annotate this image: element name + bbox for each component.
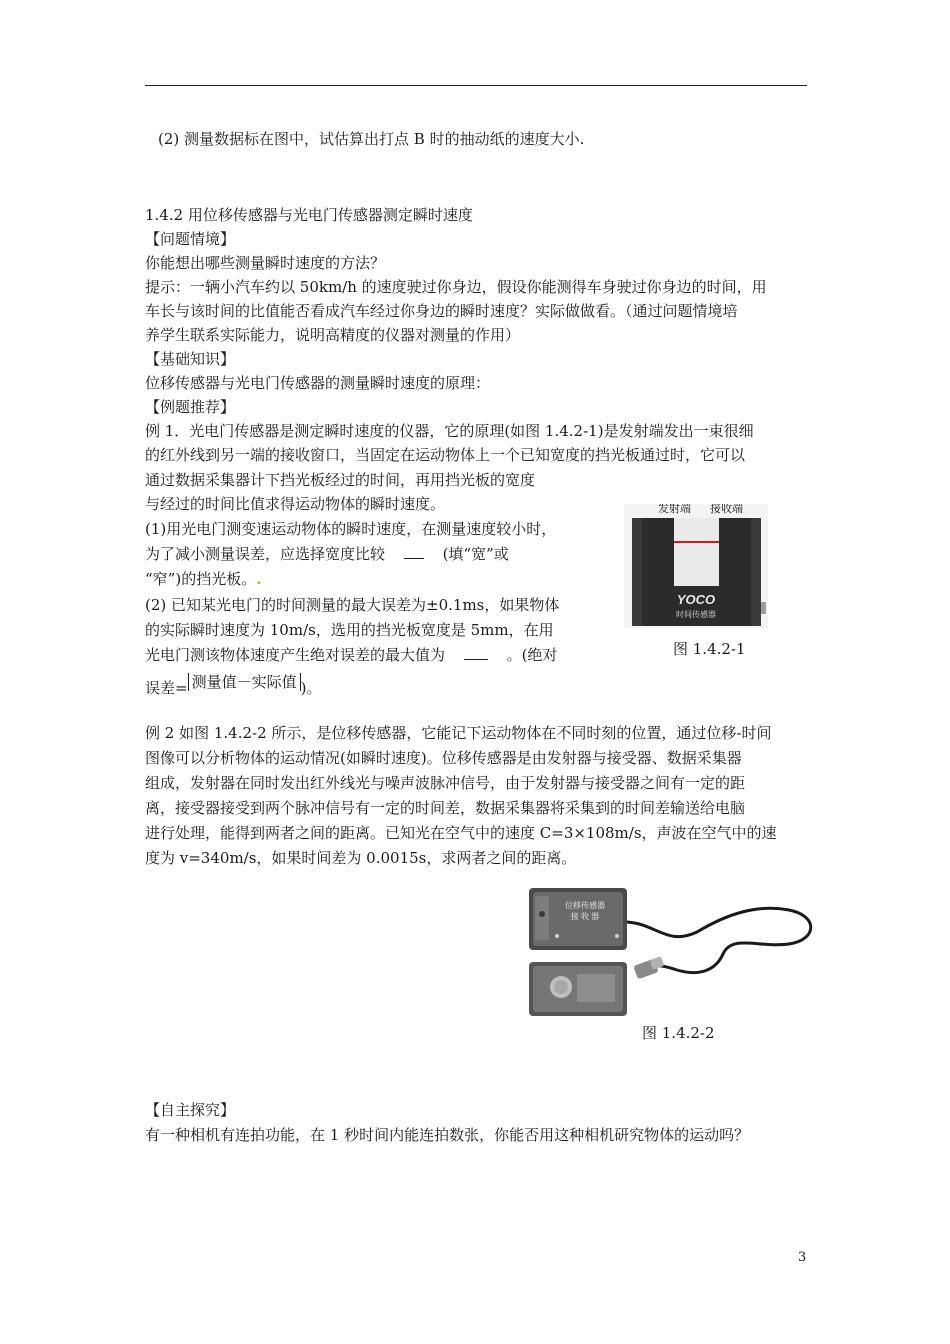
example-2-line-4: 离，接受器接受到两个脉冲信号有一定的时间差，数据采集器将采集到的时间差输送给电脑 bbox=[145, 799, 746, 817]
example-1-q2-line-4: 误差= 测量值－实际值 )。 bbox=[145, 673, 322, 697]
heading-problem-context: 【问题情境】 bbox=[145, 230, 236, 248]
example-1-line-1: 例 1．光电门传感器是测定瞬时速度的仪器，它的原理(如图 1.4.2-1)是发射端发出一束很细 bbox=[145, 422, 754, 440]
example-2-line-1: 例 2 如图 1.4.2-2 所示，是位移传感器，它能记下运动物体在不同时刻的位置，通过位移-时间 bbox=[145, 724, 772, 742]
self-explore-text: 有一种相机有连拍功能，在 1 秒时间内能连拍数张，你能否用这种相机研究物体的运动吗？ bbox=[145, 1126, 750, 1144]
page-number: 3 bbox=[798, 1250, 807, 1265]
label-receiver: 接收端 bbox=[710, 504, 743, 515]
problem-question: 你能想出哪些测量瞬时速度的方法？ bbox=[145, 254, 386, 272]
example-2-line-5: 进行处理，能得到两者之间的距离。已知光在空气中的速度 C=3×108m/s，声波在空气中的速 bbox=[145, 824, 777, 842]
section-title: 1.4.2 用位移传感器与光电门传感器测定瞬时速度 bbox=[145, 206, 473, 224]
receiver-label-1: 位移传感器 bbox=[565, 901, 605, 910]
displacement-sensor-figure bbox=[527, 884, 819, 1018]
example-1-q1-line-2: 为了减小测量误差，应选择宽度比较 (填“宽”或 bbox=[145, 545, 509, 563]
label-emitter: 发射端 bbox=[658, 504, 691, 515]
figure-1-caption: 图 1.4.2-1 bbox=[673, 640, 746, 658]
basic-knowledge-text: 位移传感器与光电门传感器的测量瞬时速度的原理： bbox=[145, 374, 491, 392]
example-2-line-2: 图像可以分析物体的运动情况(如瞬时速度)。位移传感器是由发射器与接受器、数据采集器 bbox=[145, 749, 742, 767]
example-2-line-3: 组成，发射器在同时发出红外线光与噪声波脉冲信号，由于发射器与接受器之间有一定的距 bbox=[145, 774, 746, 792]
hint-line-1: 提示：一辆小汽车约以 50km/h 的速度驶过你身边，假设你能测得车身驶过你身边的时间，用 bbox=[145, 278, 767, 296]
example-1-q1-line-1: (1)用光电门测变速运动物体的瞬时速度，在测量速度较小时， bbox=[145, 520, 557, 538]
photogate-illustration bbox=[624, 504, 768, 628]
device-label: 时间传感器 bbox=[676, 610, 716, 619]
example-1-q2-line-3: 光电门测该物体速度产生绝对误差的最大值为 。(绝对 bbox=[145, 646, 558, 664]
example-2-line-6: 度为 v=340m/s，如果时间差为 0.0015s，求两者之间的距离。 bbox=[145, 849, 577, 867]
header-rule bbox=[145, 85, 807, 86]
hint-line-2: 车长与该时间的比值能否看成汽车经过你身边的瞬时速度？实际做做看。（通过问题情境培 bbox=[145, 302, 738, 320]
heading-self-explore: 【自主探究】 bbox=[145, 1101, 236, 1119]
heading-basic-knowledge: 【基础知识】 bbox=[145, 350, 236, 368]
example-1-q2-line-2: 的实际瞬时速度为 10m/s，选用的挡光板宽度是 5mm，在用 bbox=[145, 621, 554, 639]
hint-line-3: 养学生联系实际能力，说明高精度的仪器对测量的作用） bbox=[145, 326, 521, 344]
answer-blank-width bbox=[404, 544, 424, 559]
brand-logo: YOCO bbox=[676, 592, 716, 607]
answer-blank-error bbox=[464, 645, 488, 660]
photogate-figure bbox=[624, 504, 768, 628]
receiver-label-2: 接 收 器 bbox=[570, 912, 600, 921]
displacement-sensor-illustration bbox=[527, 884, 819, 1018]
example-1-line-3: 通过数据采集器计下挡光板经过的时间，再用挡光板的宽度 bbox=[145, 471, 536, 489]
heading-example: 【例题推荐】 bbox=[145, 398, 236, 416]
example-1-line-4: 与经过的时间比值求得运动物体的瞬时速度。 bbox=[145, 495, 446, 513]
example-1-q1-line-3: “窄”)的挡光板。. bbox=[145, 570, 262, 588]
example-1-q2-line-1: (2) 已知某光电门的时间测量的最大误差为±0.1ms，如果物体 bbox=[145, 596, 560, 614]
question-2-text: (2) 测量数据标在图中，试估算出打点 B 时的抽动纸的速度大小. bbox=[158, 130, 585, 148]
example-1-line-2: 的红外线到另一端的接收窗口，当固定在运动物体上一个已知宽度的挡光板通过时，它可以 bbox=[145, 446, 746, 464]
figure-2-caption: 图 1.4.2-2 bbox=[642, 1024, 715, 1042]
absolute-value-expression: 测量值－实际值 bbox=[188, 673, 301, 691]
